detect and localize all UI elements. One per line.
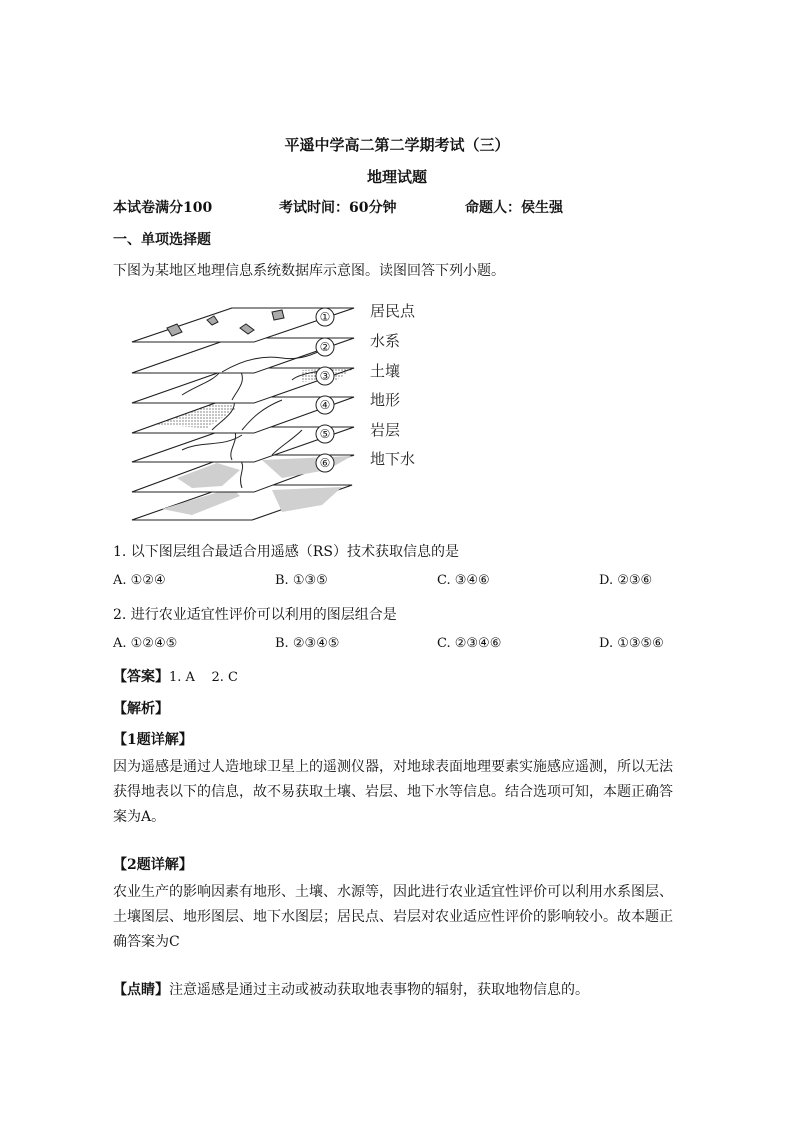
tip-tag: 【点睛】 (113, 982, 169, 998)
question-2-text: 2. 进行农业适宜性评价可以利用的图层组合是 (113, 607, 397, 623)
layer-label-settlement: 居民点 (370, 302, 416, 320)
exam-author: 命题人：侯生强 (465, 200, 563, 216)
layer-num-1: ① (319, 310, 331, 324)
question-1-option-c: C. ③④⑥ (437, 573, 490, 588)
layer-label-water: 水系 (370, 332, 401, 350)
answer-tag: 【答案】 (113, 669, 169, 685)
q1-detail-text: 因为遥感是通过人造地球卫星上的遥测仪器，对地球表面地理要素实施感应遥测，所以无法获得地表以下的信息，故不易获取土壤、岩层、地下水等信息。结合选项可知，本题正确答案为A。 (113, 759, 673, 825)
layer-num-6: ⑥ (319, 456, 331, 470)
page-title: 平遥中学高二第二学期考试（三） (284, 136, 510, 154)
question-2-option-b: B. ②③④⑤ (275, 636, 340, 651)
q1-detail-tag: 【1题详解】 (113, 732, 193, 748)
tip-text: 注意遥感是通过主动或被动获取地表事物的辐射，获取地物信息的。 (169, 982, 589, 998)
layer-num-2: ② (319, 340, 331, 354)
q2-detail-text: 农业生产的影响因素有地形、土壤、水源等，因此进行农业适宜性评价可以利用水系图层、土壤图层、地形图层、地下水图层；居民点、岩层对农业适应性评价的影响较小。故本题正确答案为C (113, 884, 673, 950)
section-heading: 一、单项选择题 (113, 232, 211, 248)
analysis-tag: 【解析】 (113, 701, 169, 717)
layer-num-4: ④ (319, 398, 331, 412)
answer-line (113, 666, 238, 686)
question-2-option-c: C. ②③④⑥ (437, 636, 502, 651)
exam-time: 考试时间：60分钟 (279, 200, 397, 216)
question-2-option-a: A. ①②④⑤ (113, 636, 178, 651)
layer-label-rock: 岩层 (370, 421, 401, 439)
gis-layers-figure (122, 300, 442, 525)
tip-line (113, 979, 589, 999)
section-intro: 下图为某地区地理信息系统数据库示意图。读图回答下列小题。 (113, 263, 505, 279)
q2-detail-tag: 【2题详解】 (113, 857, 193, 873)
layer-num-5: ⑤ (319, 427, 331, 441)
layer-num-3: ③ (319, 369, 331, 383)
layer-label-terrain: 地形 (370, 391, 401, 409)
question-1-text: 1. 以下图层组合最适合用遥感（RS）技术获取信息的是 (113, 544, 459, 560)
question-1-option-a: A. ①②④ (113, 573, 166, 588)
question-2-option-d: D. ①③⑤⑥ (599, 636, 664, 651)
answer-text: 1. A 2. C (169, 670, 238, 685)
layer-label-soil: 土壤 (370, 362, 401, 380)
page-subtitle: 地理试题 (366, 168, 427, 186)
question-1-option-d: D. ②③⑥ (599, 573, 653, 588)
question-1-option-b: B. ①③⑤ (275, 573, 328, 588)
full-score: 本试卷满分100 (113, 200, 213, 216)
layer-label-groundwater: 地下水 (370, 450, 416, 468)
